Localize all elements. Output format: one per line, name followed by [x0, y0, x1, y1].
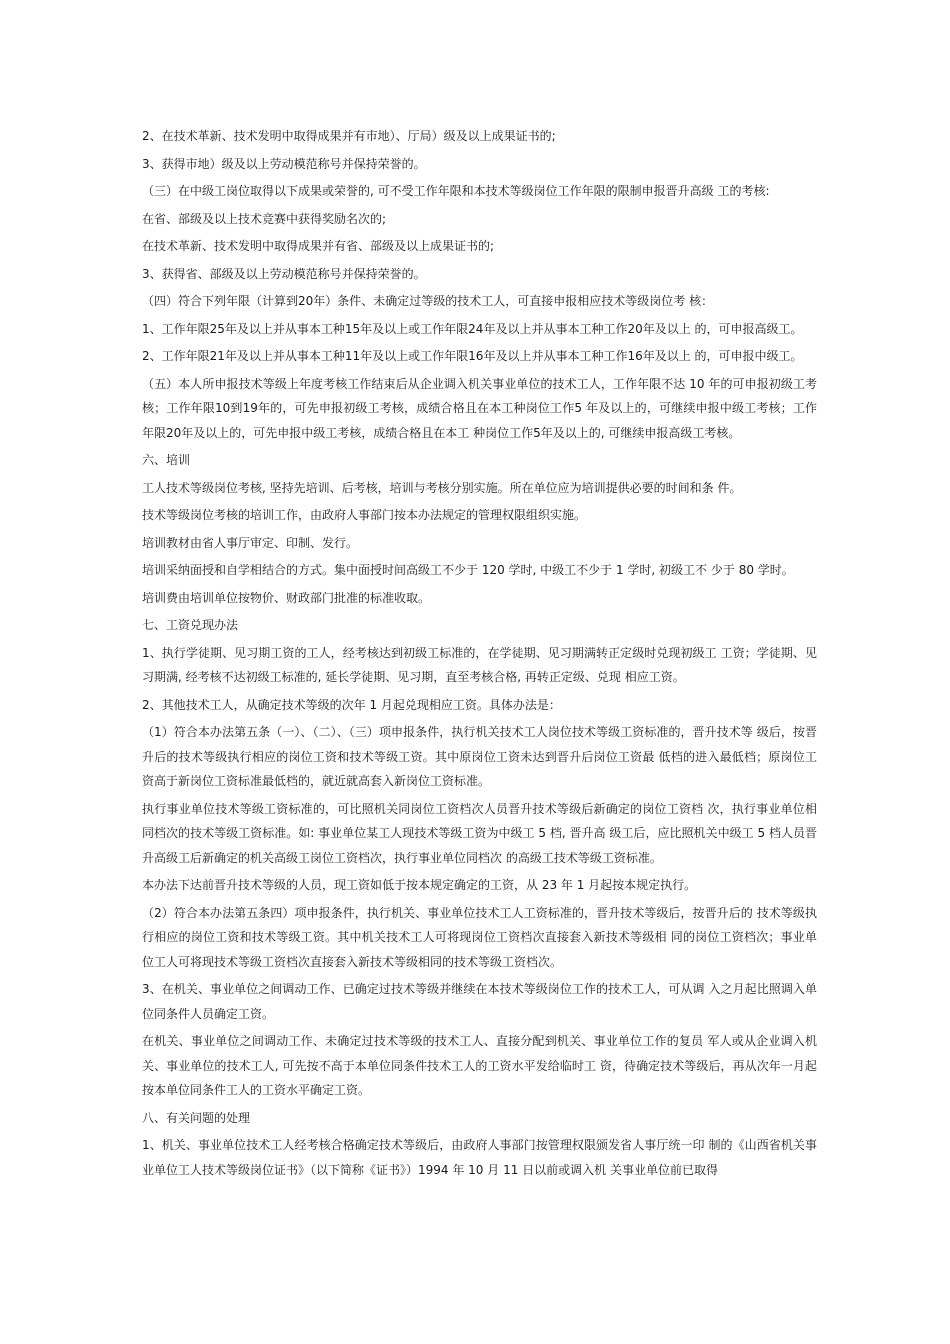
paragraph: （1）符合本办法第五条（一）、（二）、（三）项申报条件，执行机关技术工人岗位技术等级工资标准的，晋升技术等 级后，按晋升后的技术等级执行相应的岗位工资和技术等级工资。其中原岗位工资未达到晋升后岗位工资最 低档的进入最低档；原岗位工资高于新岗位工资标准最低档的，就近就高套入新岗位工资标准。	[142, 725, 817, 788]
paragraph: 3、获得省、部级及以上劳动模范称号并保持荣誉的。	[142, 266, 426, 281]
paragraph: 3、获得市地）级及以上劳动模范称号并保持荣誉的。	[142, 156, 426, 171]
paragraph: 3、在机关、事业单位之间调动工作、已确定过技术等级并继续在本技术等级岗位工作的技术工人，可从调 入之月起比照调入单位同条件人员确定工资。	[142, 982, 817, 1021]
paragraph: 本办法下达前晋升技术等级的人员，现工资如低于按本规定确定的工资，从 23 年 1 月起按本规定执行。	[142, 878, 697, 892]
paragraph: （四）符合下列年限（计算到20年）条件、未确定过等级的技术工人，可直接申报相应技术等级岗位考 核：	[142, 294, 714, 308]
paragraph: 在省、部级及以上技术竞赛中获得奖励名次的;	[142, 211, 387, 226]
paragraph: 在技术革新、技术发明中取得成果并有省、部级及以上成果证书的;	[142, 239, 495, 253]
paragraph: （五）本人所申报技术等级上年度考核工作结束后从企业调入机关事业单位的技术工人，工作年限不达 10 年的可申报初级工考核；工作年限10到19年的，可先申报初级工考核，成绩合格且在本工种岗位工作5 年及以上的，可继续申报中级工考核；工作年限20年及以上的，可先申报中级工考核，成绩合格且在本工 种岗位工作5年及以上的, 可继续申报高级工考核。	[142, 376, 817, 440]
section-heading: 六、培训	[142, 453, 191, 467]
paragraph: 执行事业单位技术等级工资标准的，可比照机关同岗位工资档次人员晋升技术等级后新确定的岗位工资档 次，执行事业单位相同档次的技术等级工资标准。如: 事业单位某工人现技术等级工资为中级工 5 档, 晋升高 级工后，应比照机关中级工 5 档人员晋升高级工后新确定的机关高级工岗位工资档次，执行事业单位同档次 的高级工技术等级工资标准。	[142, 801, 817, 865]
paragraph: （三）在中级工岗位取得以下成果或荣誉的, 可不受工作年限和本技术等级岗位工作年限的限制申报晋升高级 工的考核:	[142, 184, 770, 198]
paragraph: 培训费由培训单位按物价、财政部门批准的标准收取。	[142, 590, 431, 605]
paragraph: 技术等级岗位考核的培训工作，由政府人事部门按本办法规定的管理权限组织实施。	[142, 508, 587, 522]
section-heading: 八、有关问题的处理	[142, 1110, 251, 1125]
paragraph: 1、机关、事业单位技术工人经考核合格确定技术等级后，由政府人事部门按管理权限颁发省人事厅统一印 制的《山西省机关事业单位工人技术等级岗位证书》（以下简称《证书》）1994 年 10 月 11 日以前或调入机 关事业单位前已取得	[142, 1138, 817, 1177]
paragraph: 1、执行学徒期、见习期工资的工人，经考核达到初级工标准的，在学徒期、见习期满转正定级时兑现初级工 工资；学徒期、见习期满, 经考核不达初级工标准的, 延长学徒期、见习期，直至考核合格, 再转正定级、兑现 相应工资。	[142, 645, 817, 684]
section-heading: 七、工资兑现办法	[142, 618, 239, 632]
paragraph: 培训采纳面授和自学相结合的方式。集中面授时间高级工不少于 120 学时, 中级工不少于 1 学时, 初级工不 少于 80 学时。	[142, 563, 794, 577]
document-body	[142, 124, 817, 1185]
paragraph: 培训教材由省人事厅审定、印制、发行。	[142, 535, 359, 550]
paragraph: 工人技术等级岗位考核, 坚持先培训、后考核，培训与考核分别实施。所在单位应为培训提供必要的时间和条 件。	[142, 480, 742, 495]
paragraph: 在机关、事业单位之间调动工作、未确定过技术等级的技术工人、直接分配到机关、事业单位工作的复员 军人或从企业调入机关、事业单位的技术工人, 可先按不高于本单位同条件技术工人的工资水平发给临时工 资，待确定技术等级后，再从次年一月起按本单位同条件工人的工资水平确定工资。	[142, 1034, 817, 1097]
paragraph: 2、在技术革新、技术发明中取得成果并有市地）、厅局）级及以上成果证书的;	[142, 129, 556, 143]
paragraph: 1、工作年限25年及以上并从事本工种15年及以上或工作年限24年及以上并从事本工种工作20年及以上 的，可申报高级工。	[142, 321, 803, 336]
paragraph: 2、工作年限21年及以上并从事本工种11年及以上或工作年限16年及以上并从事本工种工作16年及以上 的，可申报中级工。	[142, 349, 803, 363]
paragraph: （2）符合本办法第五条四）项申报条件，执行机关、事业单位技术工人工资标准的，晋升技术等级后，按晋升后的 技术等级执行相应的岗位工资和技术等级工资。其中机关技术工人可将现岗位工资档次直接套入新技术等级相 同的岗位工资档次；事业单位工人可将现技术等级工资档次直接套入新技术等级相同的技术等级工资档次。	[142, 905, 817, 969]
paragraph: 2、其他技术工人，从确定技术等级的次年 1 月起兑现相应工资。具体办法是：	[142, 697, 561, 712]
